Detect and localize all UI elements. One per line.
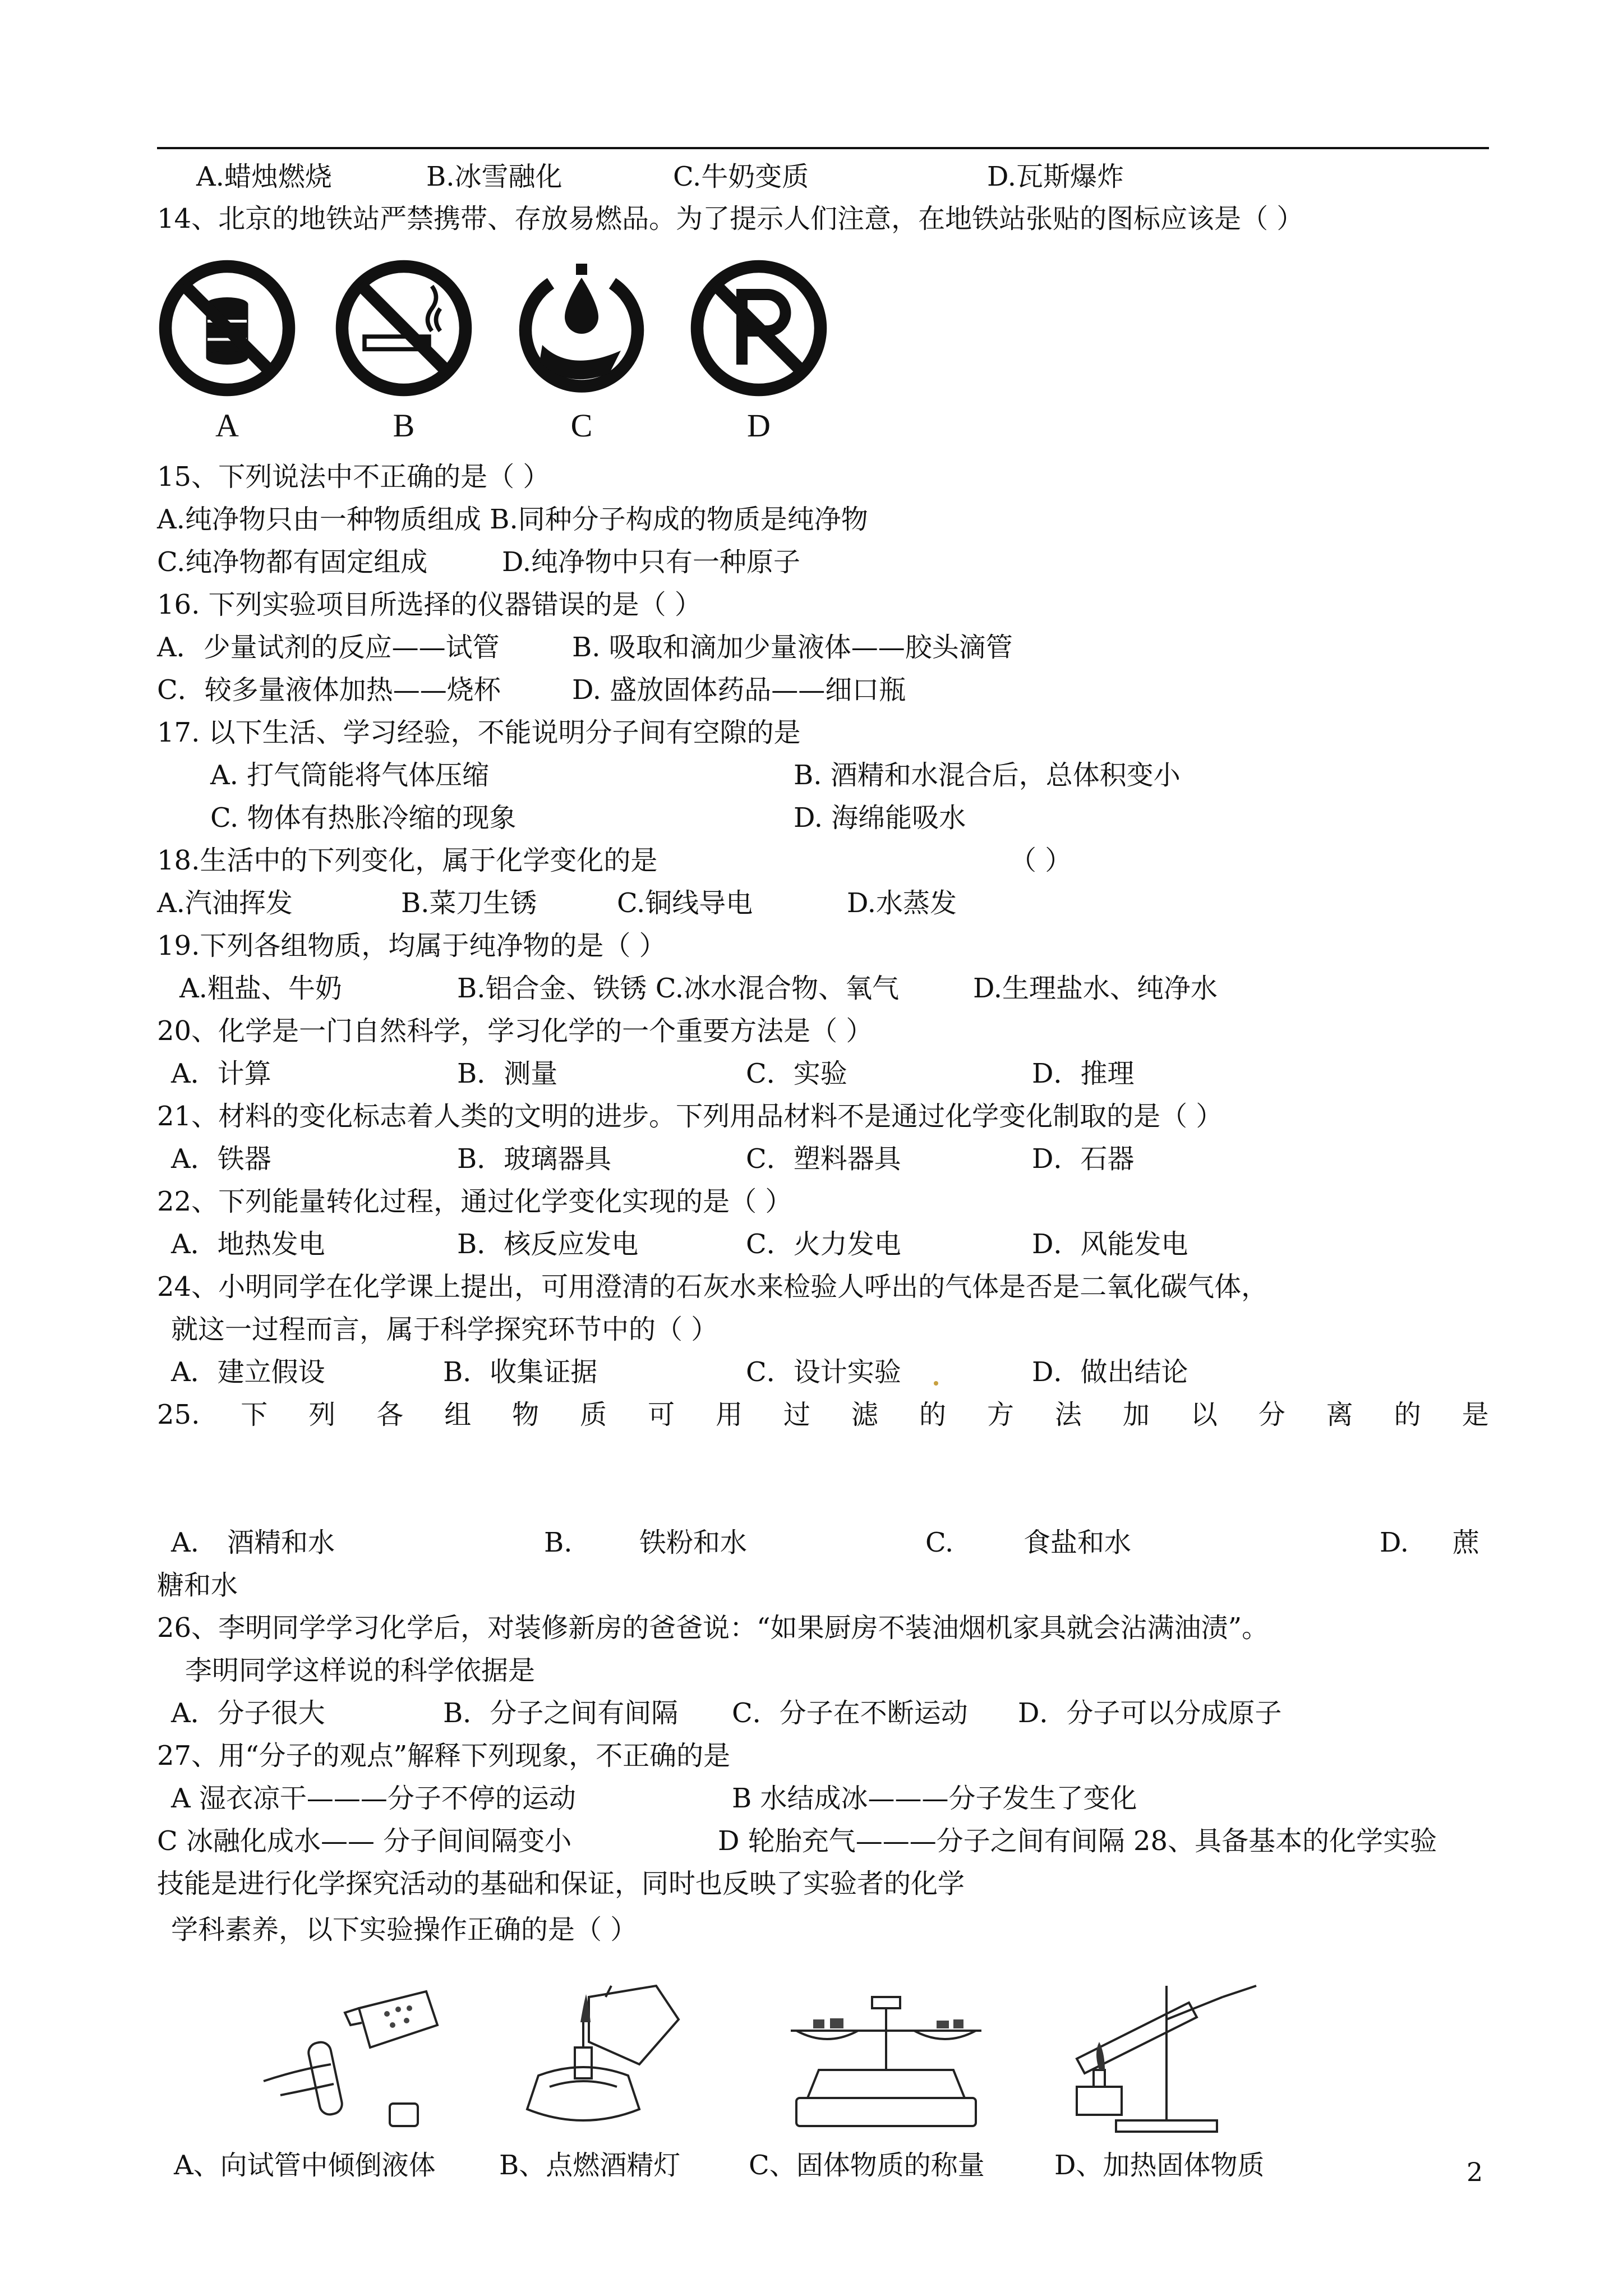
- q25-option-a: 酒精和水: [227, 1527, 335, 1558]
- q13-option-c: C.牛奶变质: [673, 161, 809, 192]
- q14-stem: 14、北京的地铁站严禁携带、存放易燃品。为了提示人们注意，在地铁站张贴的图标应该是（ ）: [157, 203, 1304, 234]
- q19-option-a: A.粗盐、牛奶: [179, 973, 342, 1004]
- q18-option-c: C.铜线导电: [617, 887, 753, 919]
- q19-option-bc: B.铝合金、铁锈 C.冰水混合物、氧气: [457, 973, 900, 1004]
- page-number: 2: [1467, 2157, 1483, 2187]
- q25-stem-char: 下: [241, 1399, 268, 1430]
- q25-stem: [157, 1398, 1489, 1432]
- q21-option-a: A．铁器: [171, 1143, 271, 1175]
- q25-stem-char: 物: [512, 1399, 540, 1430]
- q21-option-d: D．石器: [1032, 1143, 1135, 1175]
- q20-option-c: C．实验: [746, 1058, 847, 1089]
- q16-stem: 16. 下列实验项目所选择的仪器错误的是（ ）: [157, 589, 702, 620]
- q25-option-c: 食盐和水: [1023, 1527, 1132, 1558]
- q25-stem-char: 列: [308, 1399, 336, 1430]
- q25-stem-char: 是: [1461, 1399, 1489, 1430]
- q24-option-d: D．做出结论: [1032, 1356, 1188, 1388]
- q25-stem-char: 的: [1394, 1399, 1421, 1430]
- q20-stem: 20、化学是一门自然科学，学习化学的一个重要方法是（ ）: [157, 1015, 873, 1047]
- q28-stem-2: 学科素养，以下实验操作正确的是（ ）: [171, 1914, 638, 1945]
- q18-stem: 18.生活中的下列变化，属于化学变化的是: [157, 845, 658, 876]
- q17-option-c: C. 物体有热胀冷缩的现象: [210, 802, 517, 834]
- fig-caption-b: B、点燃酒精灯: [499, 2150, 681, 2181]
- q17-option-d: D. 海绵能吸水: [794, 802, 966, 834]
- q15-option-d: D.纯净物中只有一种原子: [502, 546, 801, 578]
- icon-label-b: B: [393, 407, 415, 444]
- q20-option-d: D．推理: [1032, 1058, 1135, 1089]
- q22-stem: 22、下列能量转化过程，通过化学变化实现的是（ ）: [157, 1186, 792, 1217]
- q26-option-b: B．分子之间有间隔: [443, 1697, 679, 1729]
- q18-option-d: D.水蒸发: [847, 887, 957, 919]
- q26-stem-1: 26、李明同学学习化学后，对装修新房的爸爸说：“如果厨房不装油烟机家具就会沾满油渍”。: [157, 1612, 1269, 1644]
- q25-stem-char: 以: [1190, 1399, 1218, 1430]
- q13-option-a: A.蜡烛燃烧: [196, 161, 332, 192]
- q21-option-b: B．玻璃器具: [457, 1143, 612, 1175]
- q18-answer-paren: （ ）: [1009, 845, 1072, 876]
- q25-stem-char: 滤: [851, 1399, 879, 1430]
- q16-option-b: B. 吸取和滴加少量液体——胶头滴管: [572, 632, 1013, 663]
- header-rule: [157, 147, 1489, 149]
- q22-option-a: A．地热发电: [171, 1228, 325, 1260]
- q20-option-a: A．计算: [171, 1058, 271, 1089]
- pour-liquid-figure: [247, 1975, 460, 2137]
- q25-stem-char: 方: [986, 1399, 1014, 1430]
- q17-stem: 17. 以下生活、学习经验，不能说明分子间有空隙的是: [157, 717, 801, 748]
- q27-option-c: C 冰融化成水—— 分子间间隔变小: [157, 1825, 572, 1857]
- q16-option-d: D. 盛放固体药品——细口瓶: [572, 674, 906, 706]
- q25-stem-char: 用: [716, 1399, 743, 1430]
- q24-stem-2: 就这一过程而言，属于科学探究环节中的（ ）: [171, 1314, 718, 1345]
- q25-stem-char: 过: [783, 1399, 811, 1430]
- q24-option-b: B．收集证据: [443, 1356, 598, 1388]
- q24-stem-1: 24、小明同学在化学课上提出，可用澄清的石灰水来检验人呼出的气体是否是二氧化碳气体，: [157, 1271, 1269, 1303]
- q15-line1: A.纯净物只由一种物质组成 B.同种分子构成的物质是纯净物: [157, 504, 868, 535]
- q25-stem-char: 分: [1258, 1399, 1285, 1430]
- q25-stem-char: 组: [444, 1399, 472, 1430]
- fig-caption-a: A、向试管中倾倒液体: [174, 2150, 436, 2181]
- icon-label-d: D: [747, 407, 771, 444]
- icon-label-c: C: [570, 407, 593, 444]
- q25-stem-char: 法: [1054, 1399, 1082, 1430]
- q25-stem-char: 可: [648, 1399, 675, 1430]
- q17-option-a: A. 打气筒能将气体压缩: [210, 760, 490, 791]
- q27-option-b: B 水结成冰———分子发生了变化: [732, 1783, 1137, 1814]
- q25-stem-char: 加: [1122, 1399, 1150, 1430]
- q25-stem-char: 质: [580, 1399, 607, 1430]
- q19-stem: 19.下列各组物质，均属于纯净物的是（ ）: [157, 930, 666, 961]
- no-parking-icon: [689, 258, 829, 398]
- q15-option-c: C.纯净物都有固定组成: [157, 546, 428, 578]
- stray-dot: [934, 1381, 938, 1386]
- q17-option-b: B. 酒精和水混合后，总体积变小: [794, 760, 1181, 791]
- q25-stem-char: 各: [376, 1399, 404, 1430]
- no-oil-drum-icon: [157, 258, 297, 398]
- heat-solid-figure: [1054, 1975, 1267, 2137]
- q26-option-d: D．分子可以分成原子: [1018, 1697, 1282, 1729]
- q16-option-c: C．较多量液体加热——烧杯: [157, 674, 501, 706]
- q25-option-a-letter: A.: [171, 1527, 199, 1558]
- q25-option-b-letter: B.: [544, 1527, 573, 1558]
- balance-weighing-figure: [780, 1975, 993, 2137]
- q22-option-c: C．火力发电: [746, 1228, 901, 1260]
- q13-option-d: D.瓦斯爆炸: [987, 161, 1124, 192]
- q27-option-d: D 轮胎充气———分子之间有间隔 28、具备基本的化学实验: [718, 1825, 1437, 1857]
- q26-stem-2: 李明同学这样说的科学依据是: [185, 1655, 536, 1686]
- q26-option-a: A．分子很大: [171, 1697, 325, 1729]
- q25-option-d-wrap: 糖和水: [157, 1570, 238, 1601]
- q15-stem: 15、下列说法中不正确的是（ ）: [157, 461, 550, 493]
- q22-option-b: B．核反应发电: [457, 1228, 639, 1260]
- q27-stem: 27、用“分子的观点”解释下列现象，不正确的是: [157, 1740, 731, 1772]
- q13-option-b: B.冰雪融化: [426, 161, 562, 192]
- q25-stem-char: 离: [1326, 1399, 1353, 1430]
- no-smoking-icon: [334, 258, 474, 398]
- icon-label-a: A: [215, 407, 239, 444]
- fig-caption-d: D、加热固体物质: [1054, 2150, 1265, 2181]
- q19-option-d: D.生理盐水、纯净水: [973, 973, 1218, 1004]
- q20-option-b: B．测量: [457, 1058, 558, 1089]
- q25-option-b: 铁粉和水: [639, 1527, 748, 1558]
- q26-option-c: C．分子在不断运动: [732, 1697, 968, 1729]
- q28-stem-1: 技能是进行化学探究活动的基础和保证，同时也反映了实验者的化学: [157, 1868, 965, 1899]
- q27-option-a: A 湿衣凉干———分子不停的运动: [171, 1783, 576, 1814]
- fig-caption-c: C、固体物质的称量: [749, 2150, 985, 2181]
- water-saving-icon: [511, 258, 652, 398]
- q18-option-a: A.汽油挥发: [157, 887, 293, 919]
- q24-option-a: A．建立假设: [171, 1356, 325, 1388]
- light-alcohol-lamp-figure: [505, 1975, 718, 2137]
- q21-stem: 21、材料的变化标志着人类的文明的进步。下列用品材料不是通过化学变化制取的是（ ）: [157, 1101, 1223, 1132]
- q24-option-c: C．设计实验: [746, 1356, 901, 1388]
- q25-stem-char: 25.: [157, 1399, 200, 1430]
- q25-option-d: 蔗: [1453, 1527, 1480, 1558]
- q22-option-d: D．风能发电: [1032, 1228, 1188, 1260]
- q21-option-c: C．塑料器具: [746, 1143, 901, 1175]
- q25-stem-char: 的: [919, 1399, 946, 1430]
- q25-option-c-letter: C.: [925, 1527, 954, 1558]
- q18-option-b: B.菜刀生锈: [401, 887, 537, 919]
- q25-option-d-letter: D.: [1380, 1527, 1409, 1558]
- q16-option-a: A．少量试剂的反应——试管: [157, 632, 500, 663]
